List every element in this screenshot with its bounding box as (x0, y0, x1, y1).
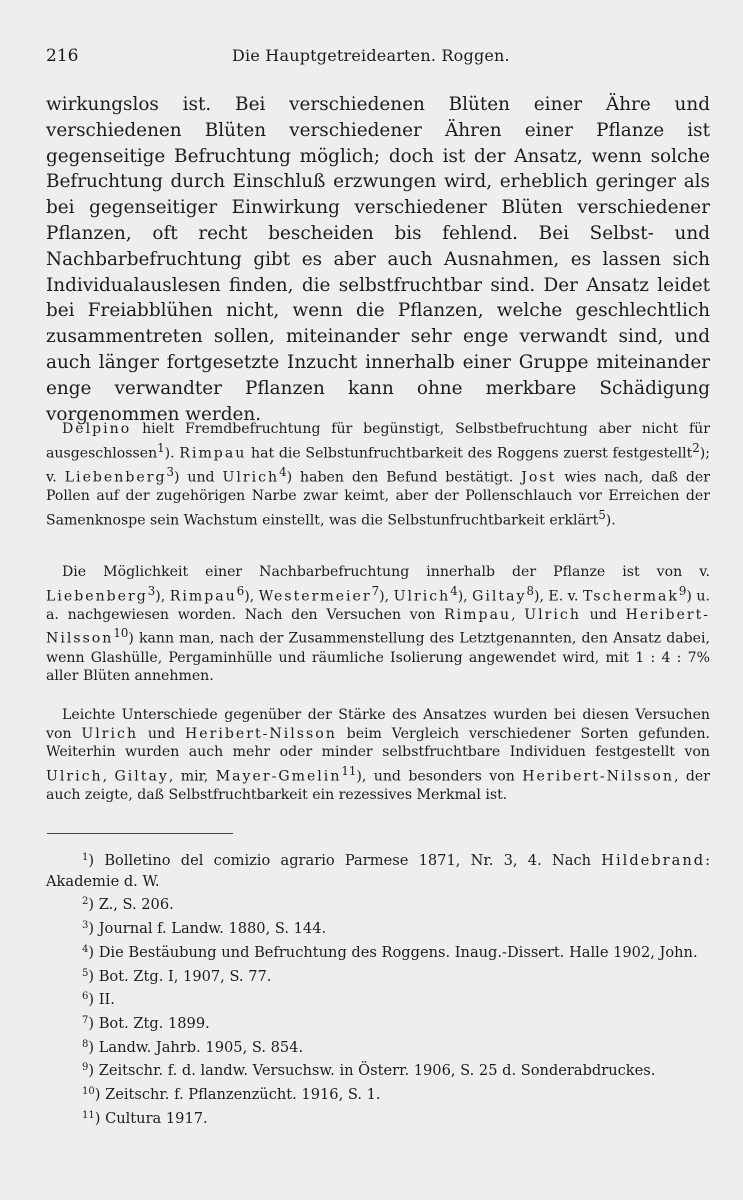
author-name: Rimpau (444, 606, 512, 623)
text-run: ); v. (46, 445, 711, 486)
footnote-text: ) Bolletino del comizio agrario Parmese 1871, Nr. 3, 4. Nach (88, 852, 602, 869)
footnote (46, 940, 710, 964)
footnote-mark: 3 (82, 920, 89, 932)
footnote (46, 964, 710, 988)
footnote-text: ) Bot. Ztg. 1899. (88, 1014, 210, 1032)
footnote-ref: 11 (341, 763, 357, 778)
text-run: ), (244, 588, 259, 605)
footnote-mark: 2 (82, 896, 89, 908)
text-run: ) haben den Befund bestätigt. (286, 469, 522, 486)
text-run: , (102, 768, 115, 785)
text-run: ) kann man, nach der Zusammenstellung des Letztgenannten, den Ansatz dabei, wenn Glashülle, Pergaminhülle und räumliche Isolierung angewendet wird, mit 1 : 4 : 7% aller Blüten annehmen. (46, 631, 710, 685)
footnote-text: ) Cultura 1917. (94, 1109, 208, 1127)
text-run: ) u. a. nachgewiesen worden. Nach den Versuchen von (46, 588, 710, 623)
small-paragraph-nachbarbefruchtung (46, 563, 710, 686)
footnote (46, 916, 710, 940)
footnote-mark: 10 (82, 1086, 95, 1098)
footnote-mark: 11 (82, 1109, 95, 1121)
footnote (46, 987, 710, 1011)
footnote-mark: 1 (82, 852, 89, 863)
footnote-ref: 4 (279, 464, 287, 479)
footnote-mark: 9 (82, 1062, 89, 1074)
author-name: Tschermak (582, 588, 679, 605)
text-run: wies nach, daß der Pollen auf der zugehörigen Narbe zwar keimt, aber der Pollenschlauch vor Erreichen der Samenknospe sein Wachstum einstellt, was die Selbstunfruchtbarkeit erklärt (46, 469, 711, 529)
text-run: ), E. v. (533, 588, 583, 605)
footnote-ref: 1 (157, 440, 165, 455)
text-run: , mir, (168, 768, 216, 785)
footnote-ref: 10 (113, 626, 129, 641)
footnote (46, 1058, 710, 1082)
text-run: beim Vergleich verschiedener Sorten gefunden. Weiterhin wurden auch mehr oder minder selbstfruchtbare Individuen festgestellt von (46, 725, 710, 761)
author-name: Liebenberg (46, 588, 148, 605)
text-run: und (138, 725, 185, 742)
text-run: Die Möglichkeit einer Nachbarbefruchtung innerhalb der Pflanze ist von v. (62, 564, 710, 580)
author-name: Ulrich (46, 768, 103, 785)
author-name: Ulrich (524, 606, 581, 623)
footnote-mark: 8 (82, 1038, 89, 1050)
author-name: Mayer-Gmelin (215, 768, 342, 785)
footnote (46, 1082, 710, 1106)
footnote-text: ) Zeitschr. f. Pflanzenzücht. 1916, S. 1. (94, 1086, 381, 1104)
page-number: 216 (46, 46, 79, 66)
small-paragraph-unterschiede (46, 706, 710, 805)
footnote-ref: 4 (450, 583, 458, 598)
text-run: , (511, 606, 525, 623)
author-name: Liebenberg (64, 469, 167, 486)
text-run: ) und (173, 469, 223, 486)
footnote-text: ) Z., S. 206. (88, 896, 174, 914)
author-name: Giltay (472, 588, 527, 605)
author-name: Ulrich (81, 725, 139, 742)
footnote-text: ) Die Bestäubung und Befruchtung des Roggens. Inaug.-Dissert. Halle 1902, John. (88, 943, 698, 961)
author-name: Ulrich (222, 469, 280, 486)
footnote-ref: 7 (371, 583, 380, 598)
page-header (46, 46, 566, 72)
body-paragraph-main: wirkungslos ist. Bei verschiedenen Blüten einer Ähre und verschiedenen Blüten verschiedener Ähren einer Pflanze ist gegenseitige Befruchtung möglich; doch ist der Ansatz, wenn solche Befruchtung durch Einschluß erzwungen wird, erheblich geringer als bei gegenseitiger Einwirkung verschiedener Blüten verschiedener Pflanzen, oft recht bescheiden bis fehlend. Bei Selbst- und Nachbarbefruchtung gibt es aber auch Ausnahmen, es lassen sich Individualauslesen finden, die selbstfruchtbar sind. Der Ansatz leidet bei Freiabblühen nicht, wenn die Pflanzen, welche geschlechtlich zusammentreten sollen, miteinander sehr enge verwandt sind, und auch länger fortgesetzte Inzucht innerhalb einer Gruppe miteinander enge verwandter Pflanzen kann ohne merkbare Schädigung vorgenommen werden. (46, 94, 710, 425)
author-name: Jost (521, 469, 557, 486)
text-run: ), und besonders von (356, 768, 523, 785)
small-paragraph-delpino (46, 420, 710, 530)
author-name: Rimpau (179, 445, 247, 462)
footnote (46, 1035, 710, 1059)
footnote-ref: 5 (598, 507, 606, 522)
footnote-ref: 8 (526, 583, 534, 598)
footnote-text: ) II. (88, 991, 115, 1009)
author-name: Rimpau (169, 588, 237, 605)
text-run: hielt Fremdbefruchtung für begünstigt, Selbstbefruchtung aber nicht für ausgeschlossen (46, 421, 710, 462)
footnote (46, 1106, 710, 1130)
footnote-mark: 5 (82, 967, 89, 979)
author-name: Heribert-Nilsson (46, 606, 710, 648)
footnote-text: ) Bot. Ztg. I, 1907, S. 77. (88, 967, 272, 985)
text-run: ). (605, 512, 616, 529)
text-run: ), (155, 588, 170, 605)
author-name: Hildebrand (601, 852, 706, 869)
text-run: ), (457, 588, 473, 605)
footnote-list (46, 848, 710, 1129)
footnote-text: : Akademie d. W. (46, 852, 710, 890)
footnote-text: ) Journal f. Landw. 1880, S. 144. (88, 920, 327, 938)
author-name: Delpino (62, 421, 132, 437)
author-name: Westermeier (258, 588, 372, 605)
footnote-text: ) Landw. Jahrb. 1905, S. 854. (88, 1038, 304, 1056)
footnote-mark: 7 (82, 1014, 89, 1026)
author-name: Heribert-Nilsson (522, 768, 674, 785)
footnote-mark: 6 (82, 991, 89, 1003)
text-run: und (580, 606, 626, 623)
text-run: , der auch zeigte, daß Selbstfruchtbarkeit ein rezessives Merkmal ist. (46, 768, 711, 804)
footnote-text: ) Zeitschr. f. d. landw. Versuchsw. in Österr. 1906, S. 25 d. Sonderabdruckes. (88, 1062, 656, 1080)
text-run: Leichte Unterschiede gegenüber der Stärke des Ansatzes wurden bei diesen Versuchen von (46, 707, 710, 742)
footnote-mark: 4 (82, 943, 89, 955)
footnote-ref: 2 (692, 440, 700, 455)
footnote-ref: 9 (678, 583, 687, 598)
footnote (46, 892, 710, 916)
footnote (46, 848, 710, 892)
footnote-separator (47, 833, 233, 834)
footnote-ref: 3 (166, 464, 174, 479)
author-name: Heribert-Nilsson (185, 725, 337, 742)
footnote-ref: 6 (236, 583, 245, 598)
text-run: ), (379, 588, 394, 605)
author-name: Ulrich (393, 588, 451, 605)
text-run: ). (164, 445, 180, 462)
footnote (46, 1011, 710, 1035)
author-name: Giltay (114, 768, 169, 785)
footnote-ref: 3 (147, 583, 156, 598)
running-title: Die Hauptgetreidearten. Roggen. (232, 46, 510, 65)
text-run: hat die Selbstunfruchtbarkeit des Roggens zuerst festgestellt (246, 445, 693, 462)
